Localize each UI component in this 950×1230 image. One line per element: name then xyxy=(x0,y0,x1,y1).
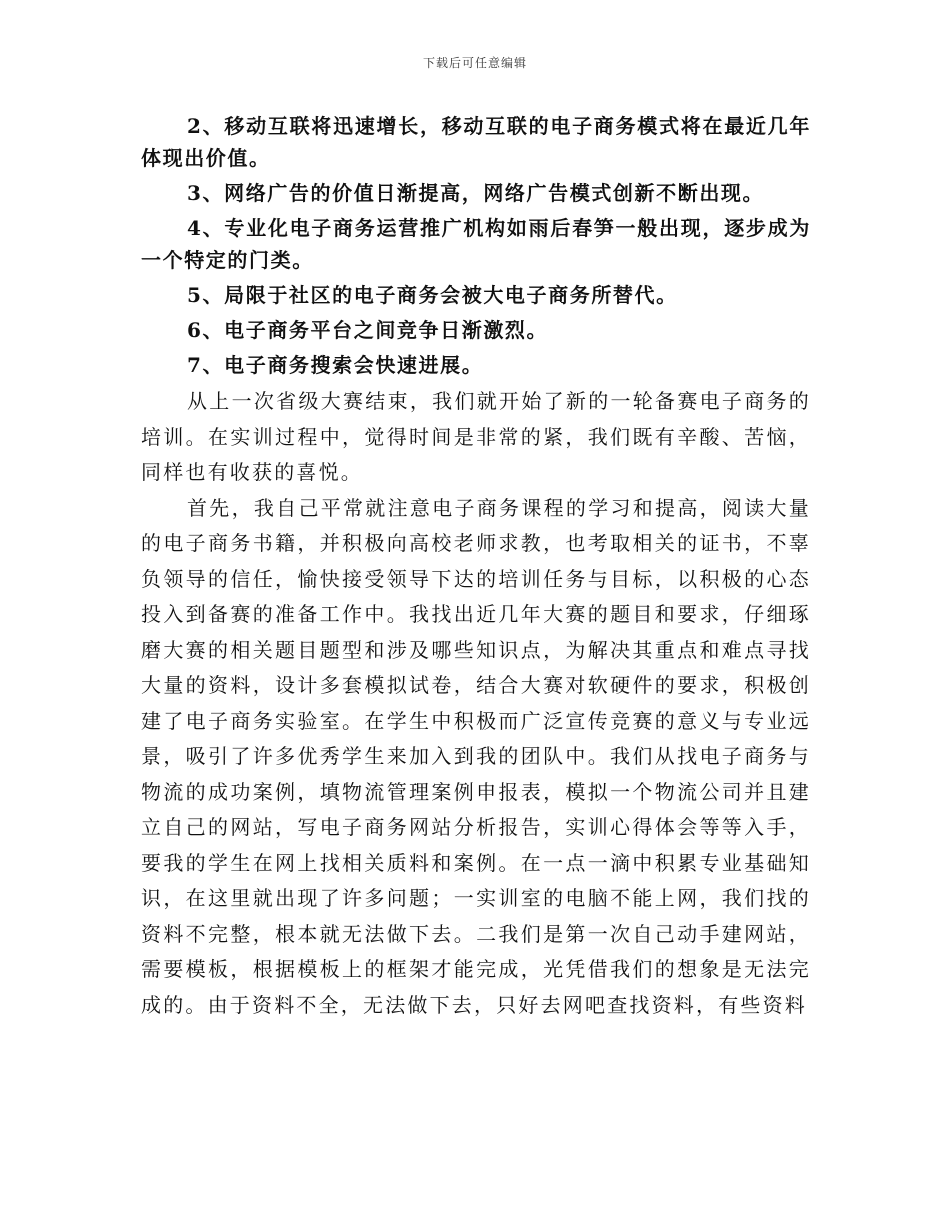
paragraph: 首先，我自己平常就注意电子商务课程的学习和提高，阅读大量的电子商务书籍，并积极向高校老师求教，也考取相关的证书，不辜负领导的信任，愉快接受领导下达的培训任务与目标，以积极的心态投入到备赛的准备工作中。我找出近几年大赛的题目和要求，仔细琢磨大赛的相关题目题型和涉及哪些知识点，为解决其重点和难点寻找大量的资料，设计多套模拟试卷，结合大赛对软硬件的要求，积极创建了电子商务实验室。在学生中积极而广泛宣传竞赛的意义与专业远景，吸引了许多优秀学生来加入到我的团队中。我们从找电子商务与物流的成功案例，填物流管理案例申报表，模拟一个物流公司并且建立自己的网站，写电子商务网站分析报告，实训心得体会等等入手，要我的学生在网上找相关质料和案例。在一点一滴中积累专业基础知识，在这里就出现了许多问题；一实训室的电脑不能上网，我们找的资料不完整，根本就无法做下去。二我们是第一次自己动手建网站，需要模板，根据模板上的框架才能完成，光凭借我们的想象是无法完成的。由于资料不全，无法做下去，只好去网吧查找资料，有些资料 xyxy=(141,495,811,1017)
list-item: 2、移动互联将迅速增长，移动互联的电子商务模式将在最近几年体现出价值。 xyxy=(141,114,811,170)
body-text xyxy=(141,110,811,1023)
list-item: 5、局限于社区的电子商务会被大电子商务所替代。 xyxy=(187,283,678,307)
paragraph: 从上一次省级大赛结束，我们就开始了新的一轮备赛电子商务的培训。在实训过程中，觉得时间是非常的紧，我们既有辛酸、苦恼，同样也有收获的喜悦。 xyxy=(141,389,811,484)
header-note: 下载后可任意编辑 xyxy=(422,56,527,70)
list-item: 7、电子商务搜索会快速进展。 xyxy=(187,353,484,377)
list-item: 4、专业化电子商务运营推广机构如雨后春笋一般出现，逐步成为一个特定的门类。 xyxy=(141,216,811,272)
list-item: 3、网络广告的价值日渐提高，网络广告模式创新不断出现。 xyxy=(187,181,765,205)
list-item: 6、电子商务平台之间竞争日渐激烈。 xyxy=(187,318,549,342)
